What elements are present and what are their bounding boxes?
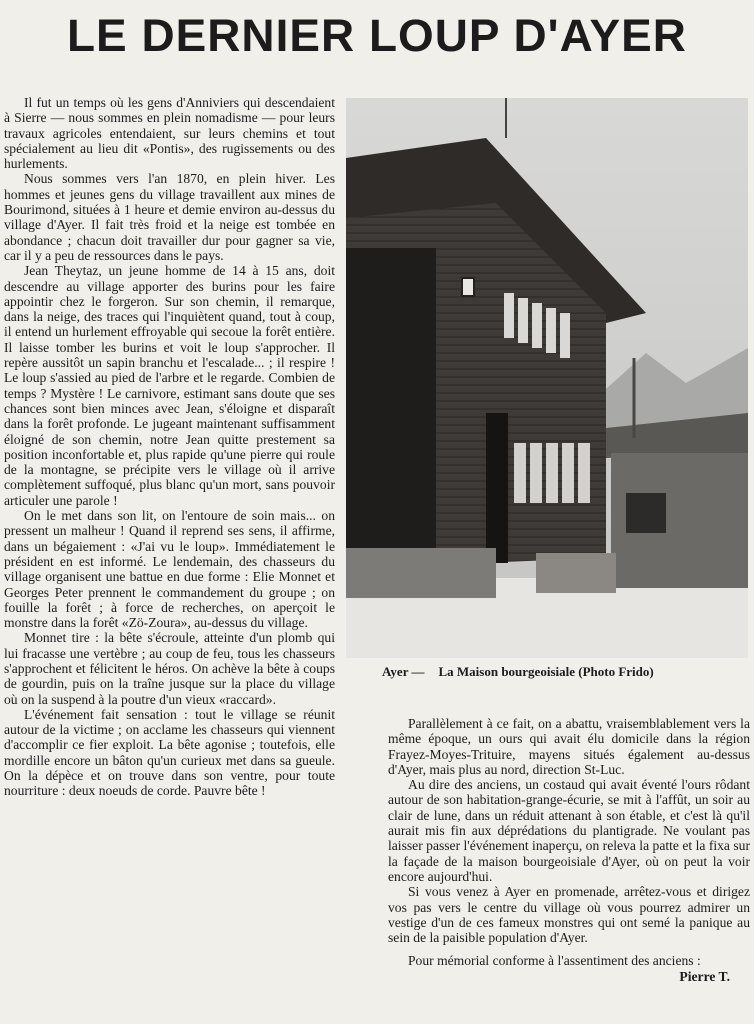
signature: Pierre T. bbox=[679, 968, 730, 984]
lower-windows bbox=[514, 443, 590, 503]
paragraph: Jean Theytaz, un jeune homme de 14 à 15 ans, doit descendre au village apporter des burins pour les faire appointir chez le forgeron. Sur son chemin, il remarque, dans la neige, des traces qui l'inquiètent quand, tout à coup, il entend un hurlement effroyable qui secoue la forêt entière. Il laisse tomber les burins et voit le loup s'approcher. Il repère aussitôt un sapin branchu et l'escalade... ; il respire ! Le loup s'assied au pied de l'arbre et le regarde. Combien de temps ? Mystère ! Le carnivore, estimant sans doute que ses chances sont bien minces avec Jean, s'éloigne et disparaît dans la forêt profonde. Le jugeant maintenant suffisamment éloigné de son chemin, notre Jean quitte prestement sa position inconfortable et, plus rapide qu'une pierre qui roule de la montagne, se précipite vers le village où il arrive complètement suffoqué, plus blanc qu'un mort, sans pouvoir articuler une parole ! bbox=[4, 263, 335, 508]
caption-text: La Maison bourgeoisiale (Photo Frido) bbox=[438, 664, 654, 679]
paragraph: Monnet tire : la bête s'écroule, atteinte d'un plomb qui lui fracasse une vertèbre ; au coup de feu, tous les chasseurs s'approchent et félicitent le héros. On achève la bête à coups de gourdin, puis on la traîne jusque sur la place du village où on la suspend à la poutre d'un vieux «raccard». bbox=[4, 630, 335, 707]
woodpile bbox=[536, 553, 616, 593]
neighbor-window bbox=[626, 493, 666, 533]
house-photo bbox=[346, 98, 748, 658]
lantern bbox=[462, 278, 474, 296]
right-column bbox=[388, 716, 750, 1021]
chalet-shadow-side bbox=[346, 248, 436, 568]
caption-place: Ayer — bbox=[382, 664, 425, 679]
house-photo-drawing bbox=[346, 98, 748, 658]
article-title: LE DERNIER LOUP D'AYER bbox=[66, 10, 687, 61]
paragraph: L'événement fait sensation : tout le village se réunit autour de la victime ; on acclame les chasseurs qui viennent d'accomplir ce fier exploit. La bête agonise ; toutefois, elle mordille encore un bâton qu'un curieux met dans sa gueule. On la dépèce et on trouve dans son ventre, pour toute nourriture : deux noeuds de corde. Pauvre bête ! bbox=[4, 706, 335, 799]
paragraph: Il fut un temps où les gens d'Anniviers qui descendaient à Sierre — nous sommes en plein nomadisme — pour leurs travaux agricoles entendaient, sur leurs chemins et tout spécialement au lieu dit «Pontis», des rugissements ou des hurlements. bbox=[4, 95, 335, 172]
paragraph: Parallèlement à ce fait, on a abattu, vraisemblablement vers la même époque, un ours qui avait élu domicile dans la région Frayez-Moyes-Trituire, mayens situés également au-dessus d'Ayer, mais plus au nord, direction St-Luc. bbox=[388, 716, 750, 777]
chalet-door bbox=[486, 413, 508, 563]
paragraph: Si vous venez à Ayer en promenade, arrêtez-vous et dirigez vos pas vers le centre du village où vous pourrez admirer un vestige d'un de ces fameux monstres qui ont semé la panique au sein de la paisible population d'Ayer. bbox=[388, 884, 750, 946]
left-column bbox=[4, 95, 335, 1020]
paragraph: Au dire des anciens, un costaud qui avait éventé l'ours rôdant autour de son habitation-grange-écurie, se mit à l'affût, un soir au clair de lune, dans un réduit attenant à son étable, et c'est là qu'il aurait mis fin aux déprédations du plantigrade. Ne voulant pas laisser passer l'événement inaperçu, on releva la patte et la fixa sur la façade de la maison bourgeoisiale d'Ayer, où on peut la voir encore aujourd'hui. bbox=[388, 777, 750, 884]
paragraph: On le met dans son lit, on l'entoure de soin mais... on pressent un malheur ! Quand il reprend ses sens, il affirme, dans un bégaiement : «J'ai vu le loup». Immédiatement le président en est informé. Le lendemain, des chasseurs du village organisent une battue en due forme : Elie Monnet et Georges Peter prennent le commandement du groupe ; on fouille la forêt ; à force de recherches, on aperçoit le monstre dans la forêt «Zö-Zoura», au-dessus du village. bbox=[4, 508, 335, 631]
paragraph: Nous sommes vers l'an 1870, en plein hiver. Les hommes et jeunes gens du village travaillent aux mines de Bourimond, situées à 1 heure et demie environ au-dessus du village d'Ayer. Il fait très froid et la neige est tombée en abondance ; chacun doit travailler dur pour gagner sa vie, car il y a peu de ressources dans le pays. bbox=[4, 171, 335, 263]
stone-foundation bbox=[346, 548, 496, 598]
closing-line: Pour mémorial conforme à l'assentiment des anciens : bbox=[408, 953, 701, 969]
photo-caption bbox=[382, 664, 750, 680]
